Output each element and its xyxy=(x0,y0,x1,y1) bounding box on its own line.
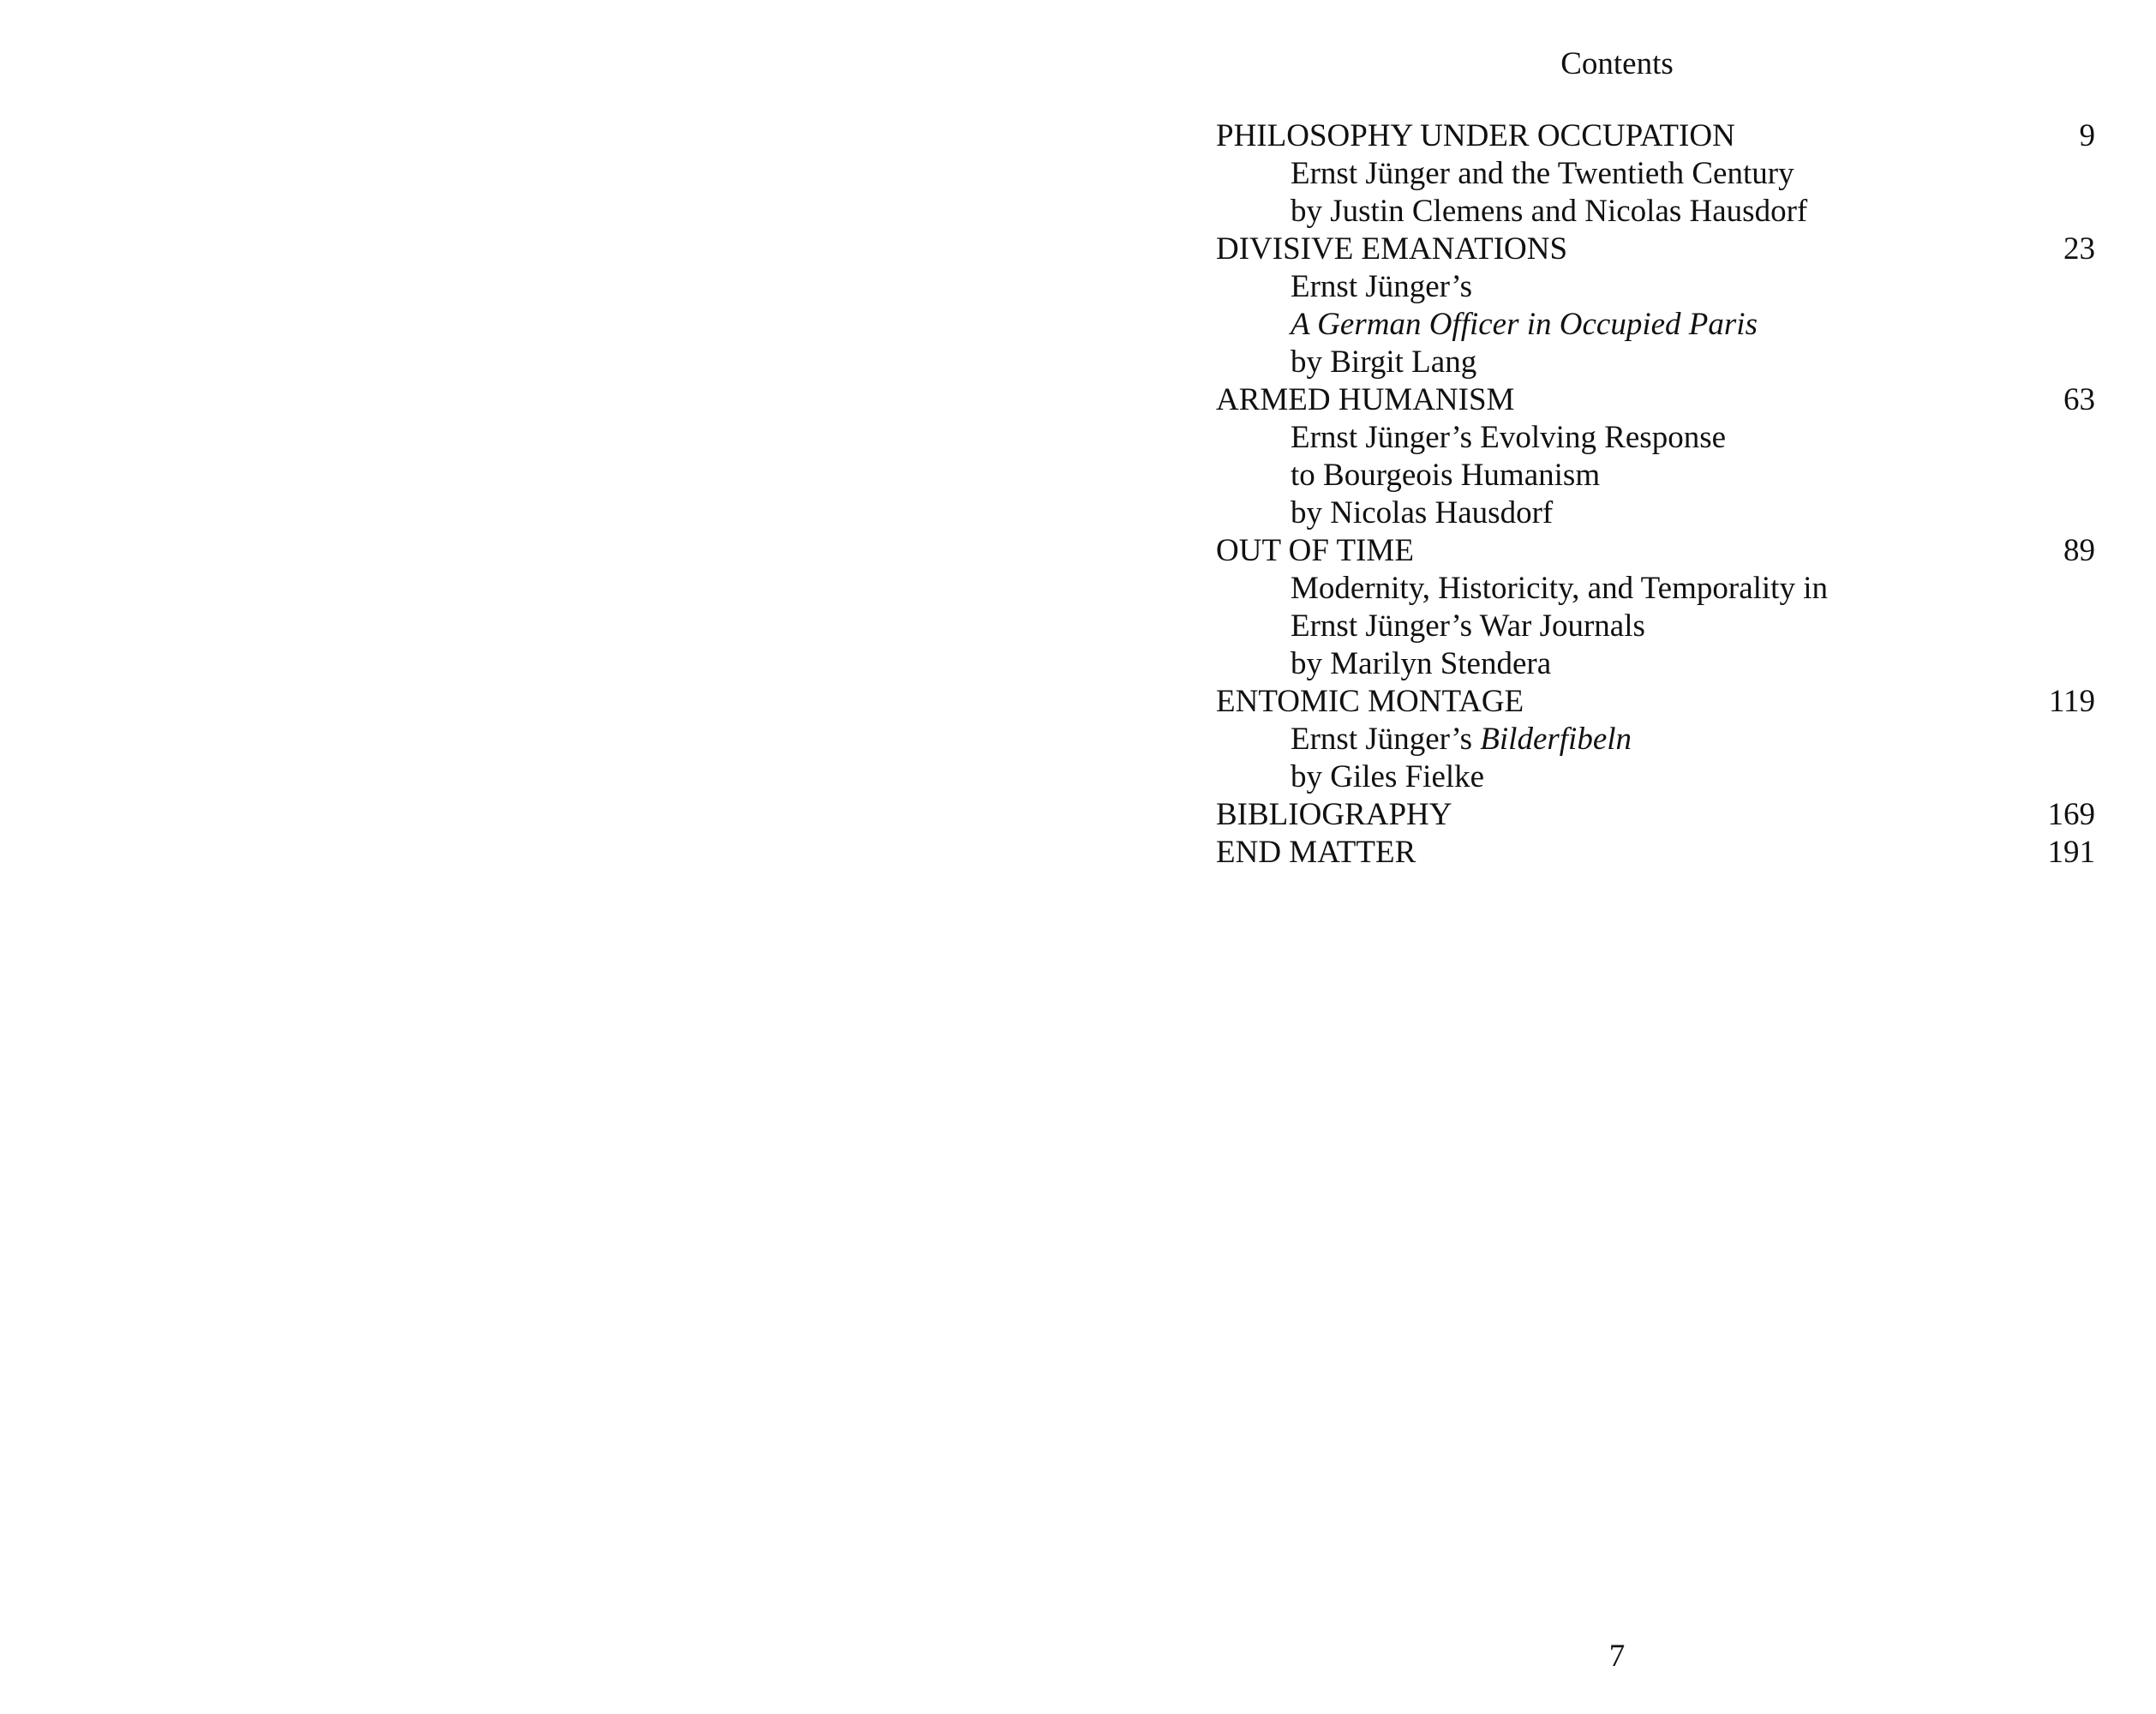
toc-entry-title: END MATTER xyxy=(1216,835,1416,870)
toc-entry-title: ARMED HUMANISM xyxy=(1216,382,1515,417)
toc-entry-author: by Marilyn Stendera xyxy=(1291,646,1552,681)
toc-entry-philosophy-under-occupation[interactable] xyxy=(1216,117,2095,155)
toc-entry-page: 191 xyxy=(2047,835,2095,870)
toc-entry-end-matter[interactable] xyxy=(1216,834,2095,872)
toc-entry-author: by Nicolas Hausdorf xyxy=(1291,495,1554,530)
toc-entry-subtitle-line xyxy=(1216,457,2095,494)
toc-entry-subtitle: Ernst Jünger’s xyxy=(1291,269,1473,304)
toc-entry-subtitle-line xyxy=(1216,419,2095,457)
toc-entry-subtitle-italic: Bilderfibeln xyxy=(1480,722,1632,757)
toc-entry-subtitle-line xyxy=(1216,570,2095,608)
toc-entry-subtitle: Ernst Jünger’s Evolving Response xyxy=(1291,420,1727,455)
toc-entry-page: 63 xyxy=(2063,382,2095,417)
toc-entry-title: ENTOMIC MONTAGE xyxy=(1216,684,1524,719)
toc-entry-author-line xyxy=(1216,645,2095,683)
toc-entry-page: 169 xyxy=(2047,797,2095,832)
toc-entry-out-of-time[interactable] xyxy=(1216,532,2095,570)
toc-entry-page: 119 xyxy=(2048,684,2095,719)
toc-entry-author: by Giles Fielke xyxy=(1291,759,1485,794)
contents-heading: Contents xyxy=(1560,46,1674,81)
toc-entry-title: PHILOSOPHY UNDER OCCUPATION xyxy=(1216,118,1735,153)
toc-entry-author: by Birgit Lang xyxy=(1291,345,1477,380)
toc-entry-bibliography[interactable] xyxy=(1216,796,2095,834)
toc-entry-author-line xyxy=(1216,494,2095,532)
toc-entry-subtitle-line xyxy=(1216,306,2095,344)
toc-entry-subtitle: Modernity, Historicity, and Temporality in xyxy=(1291,571,1828,606)
toc-entry-subtitle: Ernst Jünger and the Twentieth Century xyxy=(1291,156,1794,191)
toc-entry-subtitle-plain: Ernst Jünger’s xyxy=(1291,722,1481,757)
toc-entry-entomic-montage[interactable] xyxy=(1216,683,2095,721)
toc-entry-author-line xyxy=(1216,193,2095,231)
toc-entry-subtitle: Ernst Jünger’s War Journals xyxy=(1291,608,1645,644)
toc-entry-subtitle xyxy=(1291,721,1632,758)
right-page xyxy=(1078,0,2156,1714)
toc-entry-page: 89 xyxy=(2063,533,2095,568)
toc-entry-author: by Justin Clemens and Nicolas Hausdorf xyxy=(1291,194,1808,229)
toc-entry-subtitle-line xyxy=(1216,268,2095,306)
page-number: 7 xyxy=(1608,1639,1626,1674)
toc-entry-page: 23 xyxy=(2063,231,2095,267)
toc-entry-title: DIVISIVE EMANATIONS xyxy=(1216,231,1568,267)
toc-entry-subtitle-line xyxy=(1216,155,2095,193)
toc-entry-title: OUT OF TIME xyxy=(1216,533,1414,568)
toc-entry-page: 9 xyxy=(2079,118,2095,153)
toc-entry-subtitle-italic: A German Officer in Occupied Paris xyxy=(1291,307,1758,342)
toc-entry-armed-humanism[interactable] xyxy=(1216,381,2095,419)
toc-entry-title: BIBLIOGRAPHY xyxy=(1216,797,1452,832)
table-of-contents xyxy=(1216,117,2095,872)
toc-entry-author-line xyxy=(1216,758,2095,796)
toc-entry-subtitle-line xyxy=(1216,608,2095,645)
toc-entry-divisive-emanations[interactable] xyxy=(1216,231,2095,268)
toc-entry-subtitle: to Bourgeois Humanism xyxy=(1291,458,1601,493)
toc-entry-author-line xyxy=(1216,344,2095,381)
toc-entry-subtitle-line xyxy=(1216,721,2095,758)
